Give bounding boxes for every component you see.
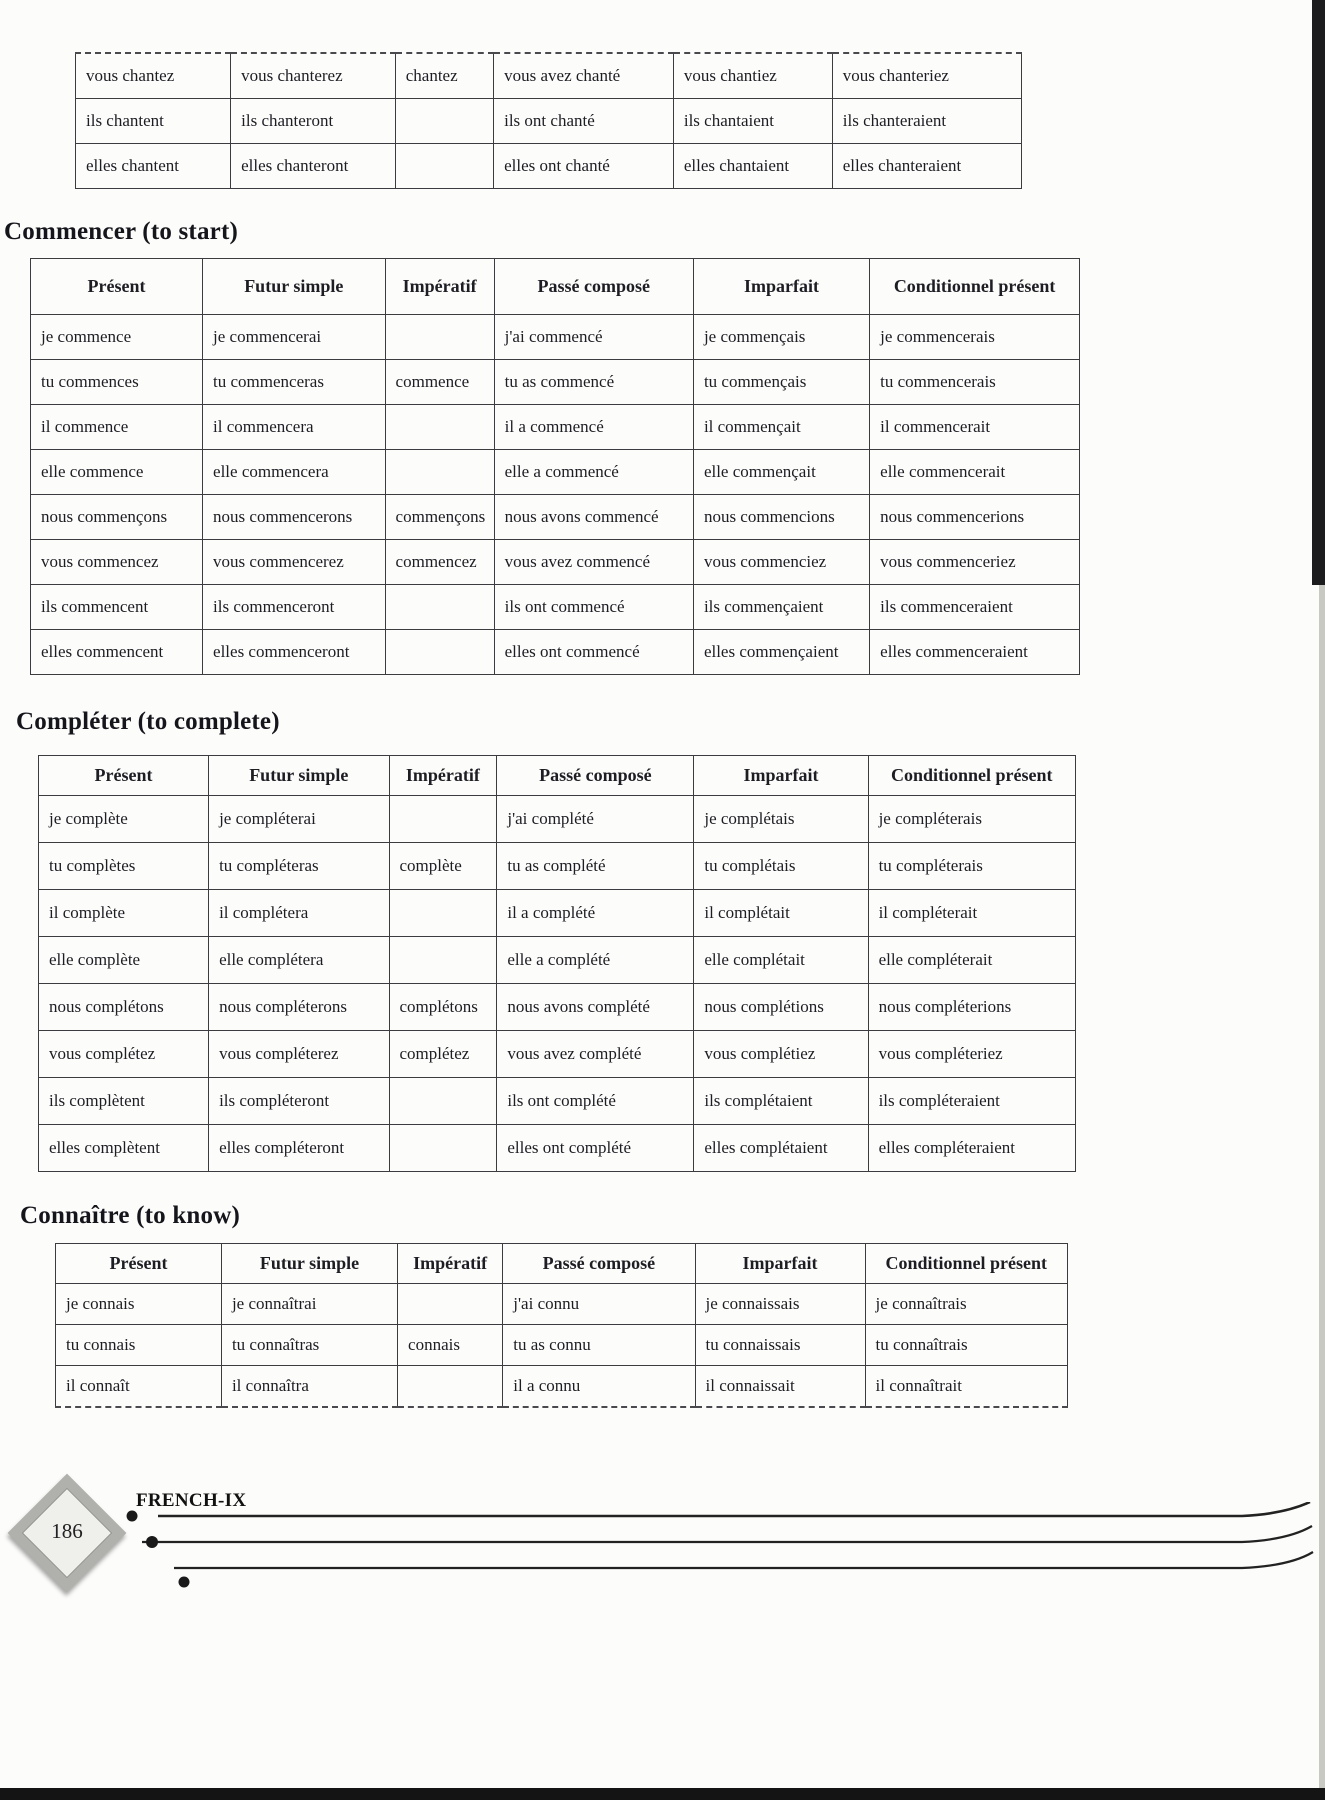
table-cell: elles commencent <box>31 630 203 675</box>
column-header: Futur simple <box>203 259 386 315</box>
table-cell: il commence <box>31 405 203 450</box>
table-cell: il connaîtra <box>221 1366 397 1407</box>
table-cell: elle commence <box>31 450 203 495</box>
table-cell: elles complétaient <box>694 1125 868 1172</box>
table-cell: j'ai commencé <box>494 315 693 360</box>
table-cell: elles chantaient <box>673 143 832 188</box>
header-row <box>31 259 1080 315</box>
table-cell: il complétait <box>694 890 868 937</box>
table-cell: il compléterait <box>868 890 1075 937</box>
table-cell: complète <box>389 843 497 890</box>
table-cell: nous avons complété <box>497 984 694 1031</box>
column-header: Imparfait <box>693 259 869 315</box>
table-cell: nous compléterions <box>868 984 1075 1031</box>
table-cell: tu commençais <box>693 360 869 405</box>
table-row <box>56 1325 1068 1366</box>
table-cell: je commençais <box>693 315 869 360</box>
table-cell: vous chanterez <box>231 53 396 98</box>
table-cell: tu as commencé <box>494 360 693 405</box>
table-cell: elles complètent <box>39 1125 209 1172</box>
table-cell: tu compléterais <box>868 843 1075 890</box>
table-row <box>31 450 1080 495</box>
table-cell: vous chanteriez <box>832 53 1021 98</box>
column-header: Imparfait <box>694 756 868 796</box>
table-cell <box>395 98 493 143</box>
table-cell: tu connaîtrais <box>865 1325 1067 1366</box>
table-cell: ils chanteraient <box>832 98 1021 143</box>
table-cell: tu commencerais <box>870 360 1080 405</box>
table-cell <box>398 1366 503 1407</box>
table-cell: elle complète <box>39 937 209 984</box>
table-cell <box>389 937 497 984</box>
table-cell: elles chanteraient <box>832 143 1021 188</box>
table-cell: il a complété <box>497 890 694 937</box>
table-cell: ils ont commencé <box>494 585 693 630</box>
table-cell: il a connu <box>503 1366 695 1407</box>
table-cell <box>389 890 497 937</box>
section-heading-connaitre: Connaître (to know) <box>20 1202 241 1229</box>
table-cell <box>385 315 494 360</box>
table-cell: elles ont chanté <box>494 143 674 188</box>
page-edge-shadow-dark <box>1312 0 1325 585</box>
table-cell: elle a complété <box>497 937 694 984</box>
column-header: Conditionnel présent <box>868 756 1075 796</box>
chanter-conjugation-table-partial <box>75 52 1022 189</box>
table-cell: elle commencerait <box>870 450 1080 495</box>
table-cell: nous commencerons <box>203 495 386 540</box>
table-row <box>39 796 1076 843</box>
table-cell: il connaît <box>56 1366 222 1407</box>
table-cell: complétez <box>389 1031 497 1078</box>
table-cell: vous avez chanté <box>494 53 674 98</box>
column-header: Futur simple <box>209 756 389 796</box>
table-cell: elles chanteront <box>231 143 396 188</box>
table-cell: vous compléterez <box>209 1031 389 1078</box>
table-cell: ils chantent <box>76 98 231 143</box>
column-header: Passé composé <box>497 756 694 796</box>
table-cell <box>398 1284 503 1325</box>
table-row <box>56 1366 1068 1407</box>
table-cell: ils commenceraient <box>870 585 1080 630</box>
table-cell: nous commençons <box>31 495 203 540</box>
column-header: Présent <box>56 1244 222 1284</box>
column-header: Futur simple <box>221 1244 397 1284</box>
table-cell: tu complètes <box>39 843 209 890</box>
table-cell: je compléterai <box>209 796 389 843</box>
column-header: Présent <box>31 259 203 315</box>
table-row <box>39 1078 1076 1125</box>
table-cell: tu connais <box>56 1325 222 1366</box>
table-cell: je compléterais <box>868 796 1075 843</box>
table-cell: tu compléteras <box>209 843 389 890</box>
table-cell: vous chantez <box>76 53 231 98</box>
table-cell: je commencerai <box>203 315 386 360</box>
table-row <box>76 53 1022 98</box>
section-heading-commencer: Commencer (to start) <box>4 218 238 245</box>
table-cell: chantez <box>395 53 493 98</box>
table-cell: elles chantent <box>76 143 231 188</box>
column-header: Présent <box>39 756 209 796</box>
table-cell: ils chantaient <box>673 98 832 143</box>
table-cell <box>385 630 494 675</box>
table-cell: vous complétez <box>39 1031 209 1078</box>
footer-dot <box>146 1536 158 1548</box>
page-number-badge <box>20 1486 114 1580</box>
table-cell: vous commenceriez <box>870 540 1080 585</box>
completer-conjugation-table <box>38 755 1076 1172</box>
footer-decorative-rules <box>112 1502 1317 1597</box>
table-cell: il a commencé <box>494 405 693 450</box>
table-cell: ils complétaient <box>694 1078 868 1125</box>
table-cell: elles commenceraient <box>870 630 1080 675</box>
commencer-conjugation-table <box>30 258 1080 675</box>
table-cell: elles compléteront <box>209 1125 389 1172</box>
table-cell: connais <box>398 1325 503 1366</box>
column-header: Impératif <box>389 756 497 796</box>
column-header: Conditionnel présent <box>870 259 1080 315</box>
table-cell: je connaîtrai <box>221 1284 397 1325</box>
table-cell: je complétais <box>694 796 868 843</box>
table-cell: ils commencent <box>31 585 203 630</box>
table-cell: nous compléterons <box>209 984 389 1031</box>
table-cell: tu as complété <box>497 843 694 890</box>
header-row <box>39 756 1076 796</box>
table-cell: il connaissait <box>695 1366 865 1407</box>
table-cell: tu commences <box>31 360 203 405</box>
table-row <box>39 984 1076 1031</box>
footer-dot <box>179 1577 190 1588</box>
table-cell: ils commençaient <box>693 585 869 630</box>
table-cell: il connaîtrait <box>865 1366 1067 1407</box>
table-row <box>39 890 1076 937</box>
table-cell: vous avez commencé <box>494 540 693 585</box>
table-cell: elle commencera <box>203 450 386 495</box>
table-cell: commencez <box>385 540 494 585</box>
table-row <box>39 1125 1076 1172</box>
table-cell: elles ont commencé <box>494 630 693 675</box>
section-heading-completer: Compléter (to complete) <box>16 708 280 735</box>
table-cell: tu commenceras <box>203 360 386 405</box>
table-cell: vous complétiez <box>694 1031 868 1078</box>
table-cell: ils ont complété <box>497 1078 694 1125</box>
table-cell: vous commencez <box>31 540 203 585</box>
table-cell: je connaissais <box>695 1284 865 1325</box>
table-cell <box>389 796 497 843</box>
table-cell: nous commencions <box>693 495 869 540</box>
table-cell: vous avez complété <box>497 1031 694 1078</box>
table-cell: tu connaîtras <box>221 1325 397 1366</box>
table-cell: vous chantiez <box>673 53 832 98</box>
table-cell: nous commencerions <box>870 495 1080 540</box>
footer-course-label: FRENCH-IX <box>136 1490 247 1511</box>
table-cell: elle complétera <box>209 937 389 984</box>
table-cell: ils chanteront <box>231 98 396 143</box>
table-cell: elle commençait <box>693 450 869 495</box>
page-edge-shadow-bottom <box>0 1788 1325 1800</box>
table-cell: elles compléteraient <box>868 1125 1075 1172</box>
table-cell <box>385 450 494 495</box>
table-row <box>31 540 1080 585</box>
table-cell: nous complétions <box>694 984 868 1031</box>
column-header: Conditionnel présent <box>865 1244 1067 1284</box>
table-cell: nous complétons <box>39 984 209 1031</box>
table-cell <box>389 1125 497 1172</box>
table-cell: il commençait <box>693 405 869 450</box>
table-row <box>31 630 1080 675</box>
table-cell: ils ont chanté <box>494 98 674 143</box>
table-cell <box>395 143 493 188</box>
table-row <box>31 360 1080 405</box>
page-edge-shadow-light <box>1319 585 1325 1800</box>
table-cell: elles ont complété <box>497 1125 694 1172</box>
table-cell: il complète <box>39 890 209 937</box>
table-cell: il complétera <box>209 890 389 937</box>
table-cell: je connaîtrais <box>865 1284 1067 1325</box>
table-cell: j'ai connu <box>503 1284 695 1325</box>
table-cell: commençons <box>385 495 494 540</box>
page-number: 186 <box>51 1519 83 1543</box>
column-header: Passé composé <box>503 1244 695 1284</box>
table-cell <box>389 1078 497 1125</box>
header-row <box>56 1244 1068 1284</box>
column-header: Impératif <box>385 259 494 315</box>
table-cell: tu connaissais <box>695 1325 865 1366</box>
table-cell: j'ai complété <box>497 796 694 843</box>
table-row <box>56 1284 1068 1325</box>
column-header: Impératif <box>398 1244 503 1284</box>
table-cell: ils compléteront <box>209 1078 389 1125</box>
table-cell <box>385 405 494 450</box>
table-cell: ils commenceront <box>203 585 386 630</box>
table-cell: vous commencerez <box>203 540 386 585</box>
column-header: Imparfait <box>695 1244 865 1284</box>
table-cell: complétons <box>389 984 497 1031</box>
table-row <box>31 585 1080 630</box>
table-cell: elle compléterait <box>868 937 1075 984</box>
table-row <box>39 843 1076 890</box>
table-cell: ils compléteraient <box>868 1078 1075 1125</box>
table-cell: elles commençaient <box>693 630 869 675</box>
table-cell: je connais <box>56 1284 222 1325</box>
table-cell: je commence <box>31 315 203 360</box>
table-row <box>31 495 1080 540</box>
table-cell: elles commenceront <box>203 630 386 675</box>
table-cell: elle a commencé <box>494 450 693 495</box>
table-cell: je commencerais <box>870 315 1080 360</box>
table-cell: je complète <box>39 796 209 843</box>
table-cell: tu as connu <box>503 1325 695 1366</box>
table-cell: il commencerait <box>870 405 1080 450</box>
column-header: Passé composé <box>494 259 693 315</box>
footer-dot <box>127 1511 138 1522</box>
table-cell: il commencera <box>203 405 386 450</box>
table-row <box>39 1031 1076 1078</box>
table-cell: vous compléteriez <box>868 1031 1075 1078</box>
connaitre-conjugation-table-partial <box>55 1243 1068 1408</box>
table-cell: commence <box>385 360 494 405</box>
table-row <box>76 98 1022 143</box>
table-cell: tu complétais <box>694 843 868 890</box>
table-cell: nous avons commencé <box>494 495 693 540</box>
table-row <box>39 937 1076 984</box>
table-cell: ils complètent <box>39 1078 209 1125</box>
table-cell: vous commenciez <box>693 540 869 585</box>
table-row <box>31 315 1080 360</box>
table-row <box>76 143 1022 188</box>
table-row <box>31 405 1080 450</box>
table-cell <box>385 585 494 630</box>
table-cell: elle complétait <box>694 937 868 984</box>
